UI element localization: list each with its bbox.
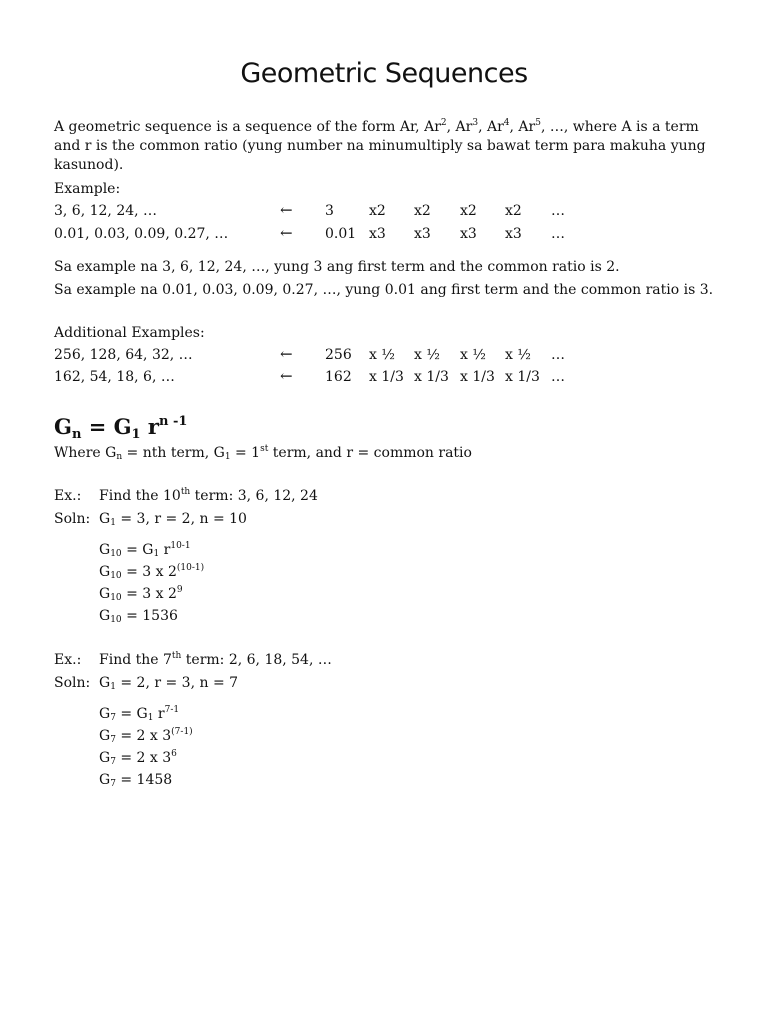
ratio-cell: x ½ <box>505 347 531 363</box>
ex2-soln-label: Soln: <box>54 675 91 691</box>
ex2-answer: $G_7 = 1458$ <box>99 772 173 789</box>
ratio-cell: x ½ <box>460 347 486 363</box>
left-arrow-icon: ← <box>280 201 293 219</box>
ratio-cell: x3 <box>505 226 522 242</box>
ratio-cell: x2 <box>505 203 522 219</box>
additional-row-1-first-term: 256 <box>325 347 352 363</box>
ex1-label: Ex.: <box>54 488 82 504</box>
example-label: Example: <box>54 181 121 197</box>
ratio-cell: x 1/3 <box>460 369 495 385</box>
example-note-2: Sa example na 0.01, 0.03, 0.09, 0.27, …, yung 0.01 ang first term and the common ratio is 3. <box>54 282 714 298</box>
ratio-cell: x ½ <box>414 347 440 363</box>
left-arrow-icon: ← <box>280 224 293 242</box>
general-formula: $G_n = G_1$ $r^{n -1}$ <box>54 414 188 442</box>
ex1-step-1: $G_{10} = G_1$ $r^{10-1}$ <box>99 541 191 559</box>
ex1-problem: Find the 10th term: 3, 6, 12, 24 <box>99 487 318 504</box>
definition-paragraph: A geometric sequence is a sequence of the form Ar, Ar$^2$, Ar$^3$, Ar$^4$, Ar$^5$, …, where A is a term and r is the common ratio (yung number na minumultiply sa bawat term para makuha yung kasunod). <box>54 118 706 173</box>
ex2-step-3: $G_7 = 2$ x $3^6$ <box>99 749 177 767</box>
ellipsis: … <box>551 226 565 242</box>
ratio-cell: x2 <box>460 203 477 219</box>
left-arrow-icon: ← <box>280 367 293 385</box>
ratio-cell: x2 <box>414 203 431 219</box>
ex2-step-1: $G_7 = G_1$ $r^{7-1}$ <box>99 705 180 723</box>
ex1-givens: $G_1 = 3$, r = 2, n = 10 <box>99 511 247 528</box>
formula-legend: Where $G_n$ = nth term, $G_1 = 1st$ term, and r = common ratio <box>54 444 472 462</box>
ratio-cell: x ½ <box>369 347 395 363</box>
additional-row-1-sequence: 256, 128, 64, 32, … <box>54 347 193 363</box>
ex1-answer: $G_{10} = 1536$ <box>99 608 178 625</box>
ex2-step-2: $G_7 = 2$ x 3$^{(7-1)}$ <box>99 727 193 745</box>
additional-row-2-first-term: 162 <box>325 369 352 385</box>
ex2-givens: $G_1 = 2$, r = 3, n = 7 <box>99 675 239 692</box>
example-row-2-first-term: 0.01 <box>325 226 357 242</box>
ratio-cell: x 1/3 <box>505 369 540 385</box>
example-row-2-sequence: 0.01, 0.03, 0.09, 0.27, … <box>54 226 229 242</box>
ex2-problem: Find the 7th term: 2, 6, 18, 54, … <box>99 651 332 668</box>
ellipsis: … <box>551 203 565 219</box>
ex1-step-2: $G_{10} = 3$ x 2$^{(10-1)}$ <box>99 563 205 581</box>
page-title: Geometric Sequences <box>240 58 528 89</box>
example-row-1-sequence: 3, 6, 12, 24, … <box>54 203 158 219</box>
additional-examples-label: Additional Examples: <box>54 325 205 341</box>
ex1-step-3: $G_{10} = 3$ x $2^9$ <box>99 585 183 603</box>
ratio-cell: x3 <box>460 226 477 242</box>
additional-row-2-sequence: 162, 54, 18, 6, … <box>54 369 175 385</box>
example-note-1: Sa example na 3, 6, 12, 24, …, yung 3 ang first term and the common ratio is 2. <box>54 259 620 275</box>
example-row-1-first-term: 3 <box>325 203 334 219</box>
ellipsis: … <box>551 369 565 385</box>
ratio-cell: x3 <box>369 226 386 242</box>
ratio-cell: x3 <box>414 226 431 242</box>
ratio-cell: x 1/3 <box>369 369 404 385</box>
left-arrow-icon: ← <box>280 345 293 363</box>
ratio-cell: x2 <box>369 203 386 219</box>
ratio-cell: x 1/3 <box>414 369 449 385</box>
ex1-soln-label: Soln: <box>54 511 91 527</box>
ellipsis: … <box>551 347 565 363</box>
ex2-label: Ex.: <box>54 652 82 668</box>
